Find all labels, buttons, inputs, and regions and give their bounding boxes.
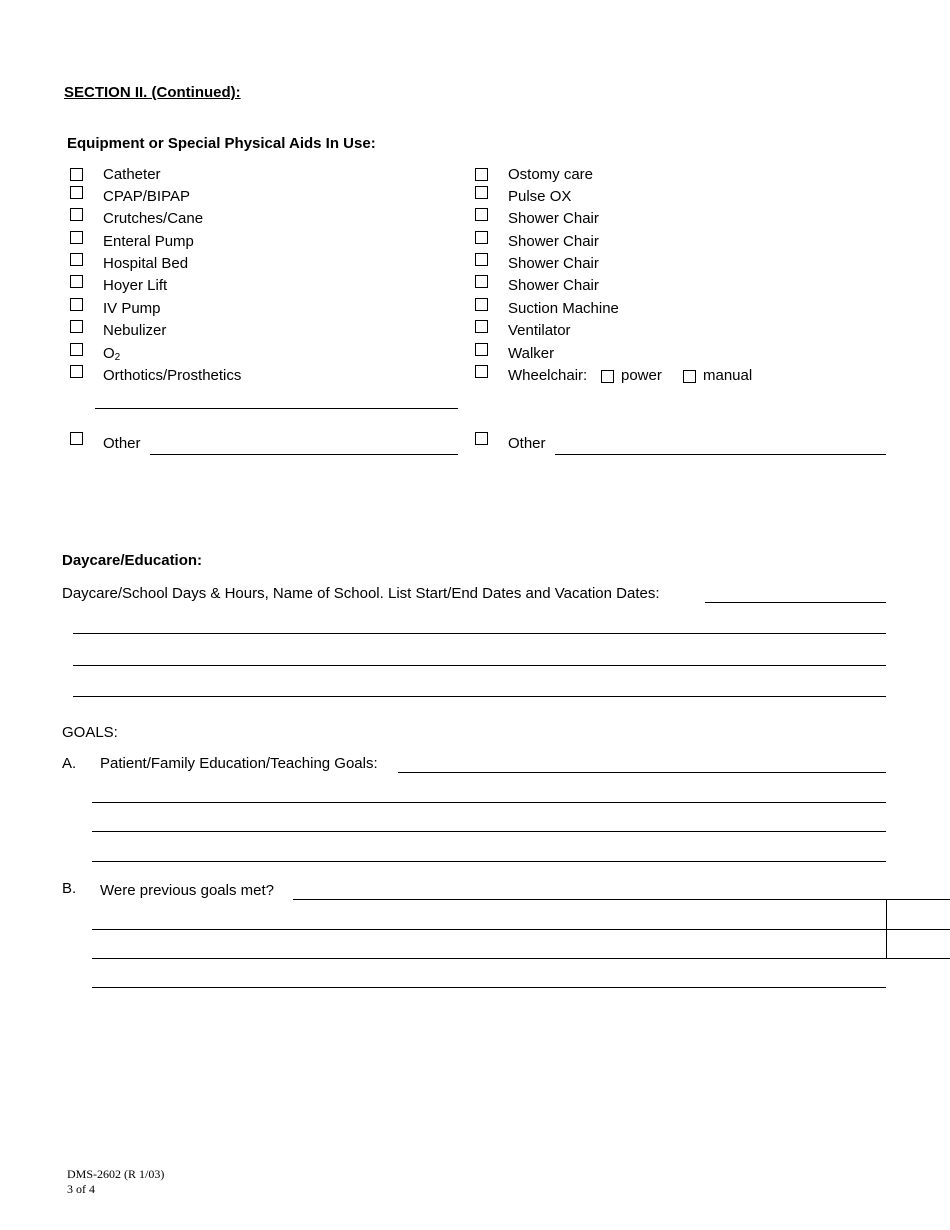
label-crutches-cane: Crutches/Cane	[103, 210, 204, 227]
label-enteral-pump: Enteral Pump	[103, 233, 194, 250]
goal-a-line-3[interactable]	[92, 831, 886, 832]
label-o2-subscript: 2	[114, 352, 121, 363]
goals-heading: GOALS:	[62, 724, 118, 741]
label-iv-pump: IV Pump	[103, 300, 161, 317]
other-right-line[interactable]	[555, 454, 886, 455]
checkbox-suction-machine[interactable]	[475, 298, 488, 311]
goal-b-line-1[interactable]	[293, 899, 950, 900]
checkbox-other-left[interactable]	[70, 432, 83, 445]
goal-b-divider	[886, 899, 887, 958]
label-ventilator: Ventilator	[508, 322, 571, 339]
checkbox-ostomy-care[interactable]	[475, 168, 488, 181]
label-hoyer-lift: Hoyer Lift	[103, 277, 168, 294]
daycare-heading: Daycare/Education:	[62, 552, 203, 569]
label-wheelchair-power: power	[621, 367, 662, 384]
checkbox-crutches-cane[interactable]	[70, 208, 83, 221]
checkbox-wheelchair-manual[interactable]	[683, 370, 696, 383]
daycare-answer-line-2[interactable]	[73, 633, 886, 634]
checkbox-shower-chair-1[interactable]	[475, 208, 488, 221]
checkbox-nebulizer[interactable]	[70, 320, 83, 333]
label-catheter: Catheter	[103, 166, 161, 183]
label-shower-chair-4: Shower Chair	[508, 277, 599, 294]
checkbox-shower-chair-3[interactable]	[475, 253, 488, 266]
label-other-right: Other	[508, 435, 546, 452]
checkbox-shower-chair-2[interactable]	[475, 231, 488, 244]
goal-b-label: Were previous goals met?	[100, 882, 274, 899]
label-nebulizer: Nebulizer	[103, 322, 167, 339]
label-walker: Walker	[508, 345, 555, 362]
goal-a-marker: A.	[62, 755, 77, 772]
checkbox-hospital-bed[interactable]	[70, 253, 83, 266]
daycare-answer-line-3[interactable]	[73, 665, 886, 666]
daycare-answer-line-4[interactable]	[73, 696, 886, 697]
label-hospital-bed: Hospital Bed	[103, 255, 189, 272]
label-cpap-bipap: CPAP/BIPAP	[103, 188, 190, 205]
goal-b-line-3[interactable]	[92, 958, 950, 959]
label-suction-machine: Suction Machine	[508, 300, 619, 317]
checkbox-catheter[interactable]	[70, 168, 83, 181]
label-o2	[103, 345, 120, 363]
label-pulse-ox: Pulse OX	[508, 188, 572, 205]
section-title: SECTION II. (Continued):	[64, 84, 241, 101]
goal-b-line-4[interactable]	[92, 987, 886, 988]
equipment-heading: Equipment or Special Physical Aids In Use:	[67, 135, 376, 152]
label-shower-chair-2: Shower Chair	[508, 233, 599, 250]
form-id: DMS-2602 (R 1/03)	[67, 1167, 165, 1181]
label-wheelchair-manual: manual	[703, 367, 753, 384]
checkbox-hoyer-lift[interactable]	[70, 275, 83, 288]
checkbox-walker[interactable]	[475, 343, 488, 356]
checkbox-cpap-bipap[interactable]	[70, 186, 83, 199]
goal-b-line-2[interactable]	[92, 929, 950, 930]
checkbox-ventilator[interactable]	[475, 320, 488, 333]
daycare-prompt: Daycare/School Days & Hours, Name of School. List Start/End Dates and Vacation Dates:	[62, 585, 660, 602]
checkbox-orthotics-prosthetics[interactable]	[70, 365, 83, 378]
other-left-line[interactable]	[150, 454, 458, 455]
page-number: 3 of 4	[67, 1182, 95, 1196]
label-other-left: Other	[103, 435, 141, 452]
goal-a-line-1[interactable]	[398, 772, 886, 773]
checkbox-pulse-ox[interactable]	[475, 186, 488, 199]
checkbox-shower-chair-4[interactable]	[475, 275, 488, 288]
checkbox-other-right[interactable]	[475, 432, 488, 445]
label-ostomy-care: Ostomy care	[508, 166, 594, 183]
orthotics-blank-line[interactable]	[95, 408, 458, 409]
label-shower-chair-3: Shower Chair	[508, 255, 599, 272]
label-o2-base: O	[103, 345, 115, 362]
daycare-answer-line-1[interactable]	[705, 602, 886, 603]
checkbox-wheelchair[interactable]	[475, 365, 488, 378]
goal-b-marker: B.	[62, 880, 77, 897]
label-wheelchair: Wheelchair:	[508, 367, 588, 384]
checkbox-iv-pump[interactable]	[70, 298, 83, 311]
label-orthotics-prosthetics: Orthotics/Prosthetics	[103, 367, 242, 384]
goal-a-line-2[interactable]	[92, 802, 886, 803]
label-shower-chair-1: Shower Chair	[508, 210, 599, 227]
checkbox-enteral-pump[interactable]	[70, 231, 83, 244]
checkbox-o2[interactable]	[70, 343, 83, 356]
checkbox-wheelchair-power[interactable]	[601, 370, 614, 383]
goal-a-line-4[interactable]	[92, 861, 886, 862]
goal-a-label: Patient/Family Education/Teaching Goals:	[100, 755, 378, 772]
